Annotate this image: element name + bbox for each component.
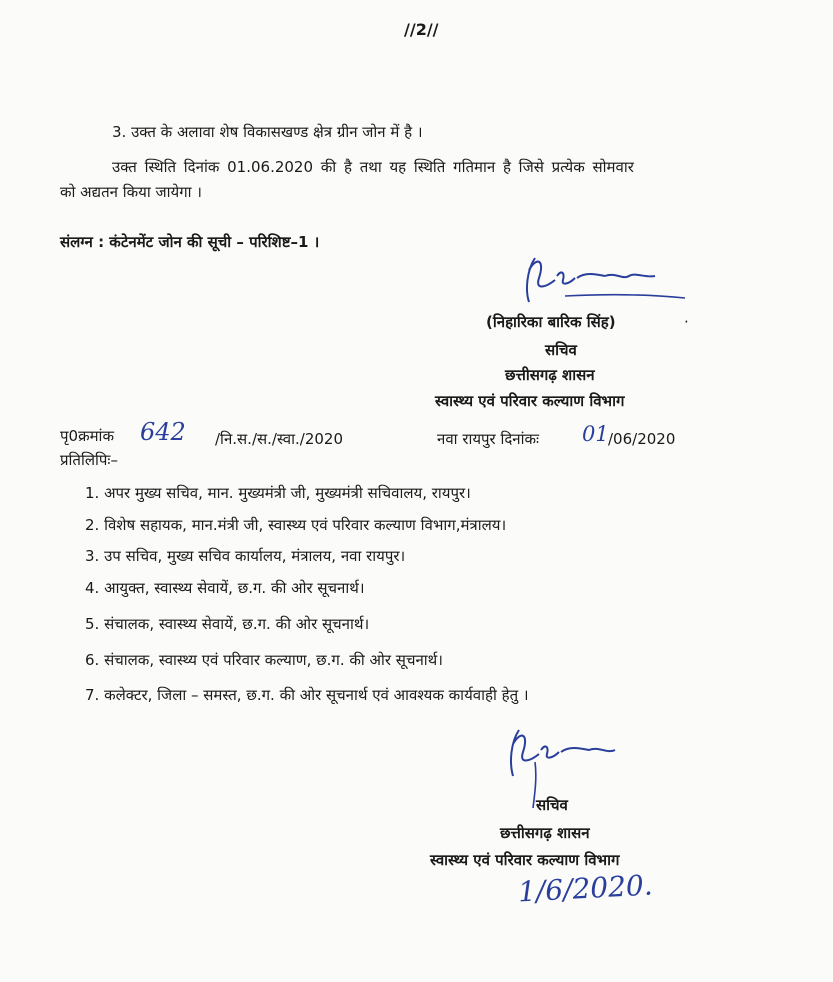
handwritten-date: 1/6/2020. (517, 868, 654, 909)
copy-item-6: 6. संचालक, स्वास्थ्य एवं परिवार कल्याण, छ.ग. की ओर सूचनार्थ। (85, 651, 443, 669)
ref-number-handwritten: 642 (140, 418, 186, 446)
signature-1 (505, 250, 695, 310)
ref-suffix: /नि.स./स./स्वा./2020 (215, 430, 344, 448)
para-3: 3. उक्त के अलावा शेष विकासखण्ड क्षेत्र ग्रीन जोन में है । (112, 123, 423, 141)
signatory-1-designation: सचिव (545, 341, 577, 359)
signatory-1-government: छत्तीसगढ़ शासन (505, 366, 595, 384)
copy-item-5: 5. संचालक, स्वास्थ्य सेवायें, छ.ग. की ओर सूचनार्थ। (85, 615, 370, 633)
ref-label: पृ0क्रमांक (60, 427, 114, 445)
copy-label: प्रतिलिपिः– (60, 451, 118, 469)
copy-item-2: 2. विशेष सहायक, मान.मंत्री जी, स्वास्थ्य एवं परिवार कल्याण विभाग,मंत्रालय। (85, 516, 507, 534)
signature-2 (495, 722, 645, 812)
copy-item-4: 4. आयुक्त, स्वास्थ्य सेवायें, छ.ग. की ओर सूचनार्थ। (85, 579, 365, 597)
signatory-1-mark: · (684, 313, 689, 331)
enclosure-line: संलग्न : कंटेनमेंट जोन की सूची – परिशिष्ट–1 । (60, 233, 320, 251)
copy-item-7: 7. कलेक्टर, जिला – समस्त, छ.ग. की ओर सूचनार्थ एवं आवश्यक कार्यवाही हेतु । (85, 686, 529, 704)
signatory-2-department: स्वास्थ्य एवं परिवार कल्याण विभाग (430, 851, 620, 869)
date-rest: /06/2020 (608, 430, 676, 448)
copy-item-1: 1. अपर मुख्य सचिव, मान. मुख्यमंत्री जी, मुख्यमंत्री सचिवालय, रायपुर। (85, 484, 471, 502)
page-number: //2// (404, 20, 439, 39)
signatory-2-designation: सचिव (536, 796, 568, 814)
status-line-1: उक्त स्थिति दिनांक 01.06.2020 की है तथा यह स्थिति गतिमान है जिसे प्रत्येक सोमवार (112, 158, 634, 176)
status-line-2: को अद्यतन किया जायेगा । (60, 183, 202, 201)
signatory-1-department: स्वास्थ्य एवं परिवार कल्याण विभाग (435, 392, 625, 410)
date-day-handwritten: 01 (582, 422, 609, 446)
signatory-1-name: (निहारिका बारिक सिंह) (486, 313, 616, 331)
place-date-label: नवा रायपुर दिनांकः (437, 430, 540, 448)
copy-item-3: 3. उप सचिव, मुख्य सचिव कार्यालय, मंत्रालय, नवा रायपुर। (85, 547, 406, 565)
signatory-2-government: छत्तीसगढ़ शासन (500, 824, 590, 842)
